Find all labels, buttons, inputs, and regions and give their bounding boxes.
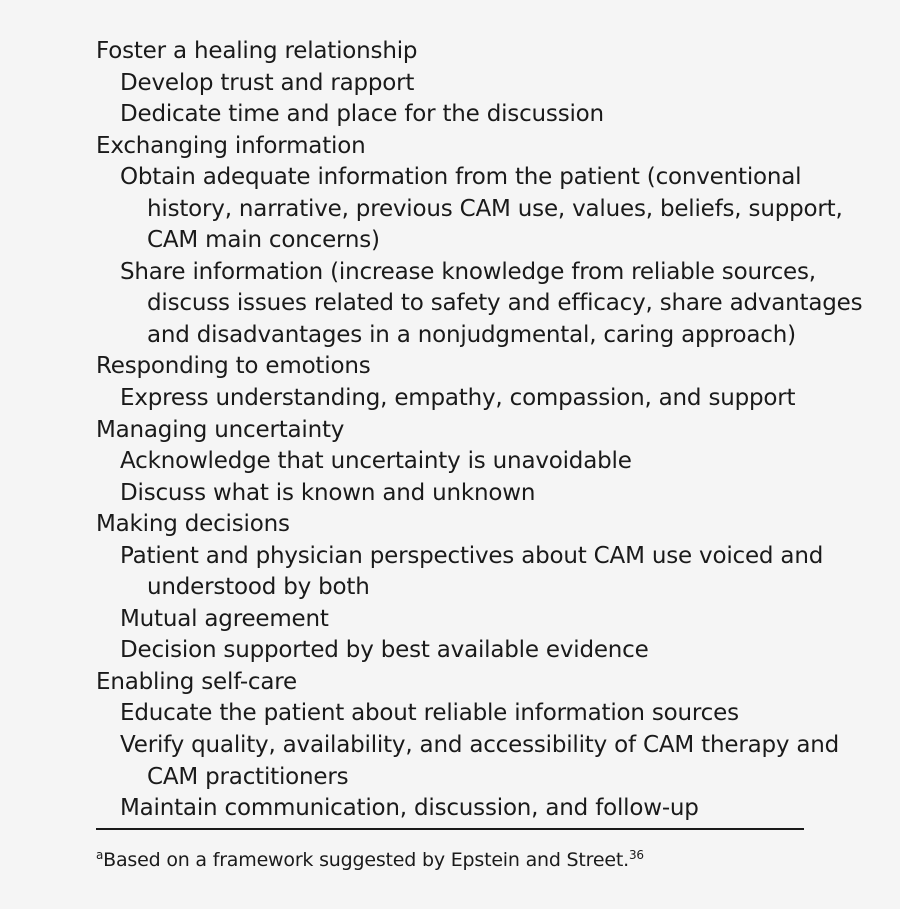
list-item: Maintain communication, discussion, and follow-up xyxy=(120,795,699,822)
footnote xyxy=(96,843,644,872)
list-item: Express understanding, empathy, compassion, and support xyxy=(120,385,796,412)
list-item: Mutual agreement xyxy=(120,605,329,632)
list-item-continuation: CAM practitioners xyxy=(147,763,349,790)
list-item: Decision supported by best available evidence xyxy=(120,637,649,664)
list-item: Develop trust and rapport xyxy=(120,69,415,96)
list-item: Verify quality, availability, and accessibility of CAM therapy and xyxy=(120,732,840,759)
list-item: Dedicate time and place for the discussion xyxy=(120,101,604,128)
footnote-marker: a xyxy=(96,848,104,862)
list-item-continuation: history, narrative, previous CAM use, values, beliefs, support, xyxy=(147,195,843,222)
list-item: Educate the patient about reliable information sources xyxy=(120,700,739,727)
list-item-continuation: and disadvantages in a nonjudgmental, caring approach) xyxy=(147,321,796,348)
list-item-continuation: CAM main concerns) xyxy=(147,227,380,254)
footnote-reference: 36 xyxy=(628,848,644,862)
list-item: Obtain adequate information from the patient (conventional xyxy=(120,164,802,191)
section-heading: Responding to emotions xyxy=(96,353,371,380)
footnote-text: Based on a framework suggested by Epstein and Street. xyxy=(103,849,629,871)
section-heading: Foster a healing relationship xyxy=(96,38,418,64)
footnote-divider xyxy=(96,828,804,830)
section-heading: Managing uncertainty xyxy=(96,416,345,443)
section-heading: Enabling self-care xyxy=(96,668,297,695)
list-item: Acknowledge that uncertainty is unavoidable xyxy=(120,448,632,475)
list-item: Discuss what is known and unknown xyxy=(120,479,536,506)
section-heading: Exchanging information xyxy=(96,132,366,159)
list-item: Patient and physician perspectives about CAM use voiced and xyxy=(120,542,824,569)
list-item-continuation: discuss issues related to safety and efficacy, share advantages xyxy=(147,290,863,317)
list-item: Share information (increase knowledge from reliable sources, xyxy=(120,258,816,285)
framework-list xyxy=(96,36,863,825)
list-item-continuation: understood by both xyxy=(147,574,370,601)
section-heading: Making decisions xyxy=(96,511,290,538)
